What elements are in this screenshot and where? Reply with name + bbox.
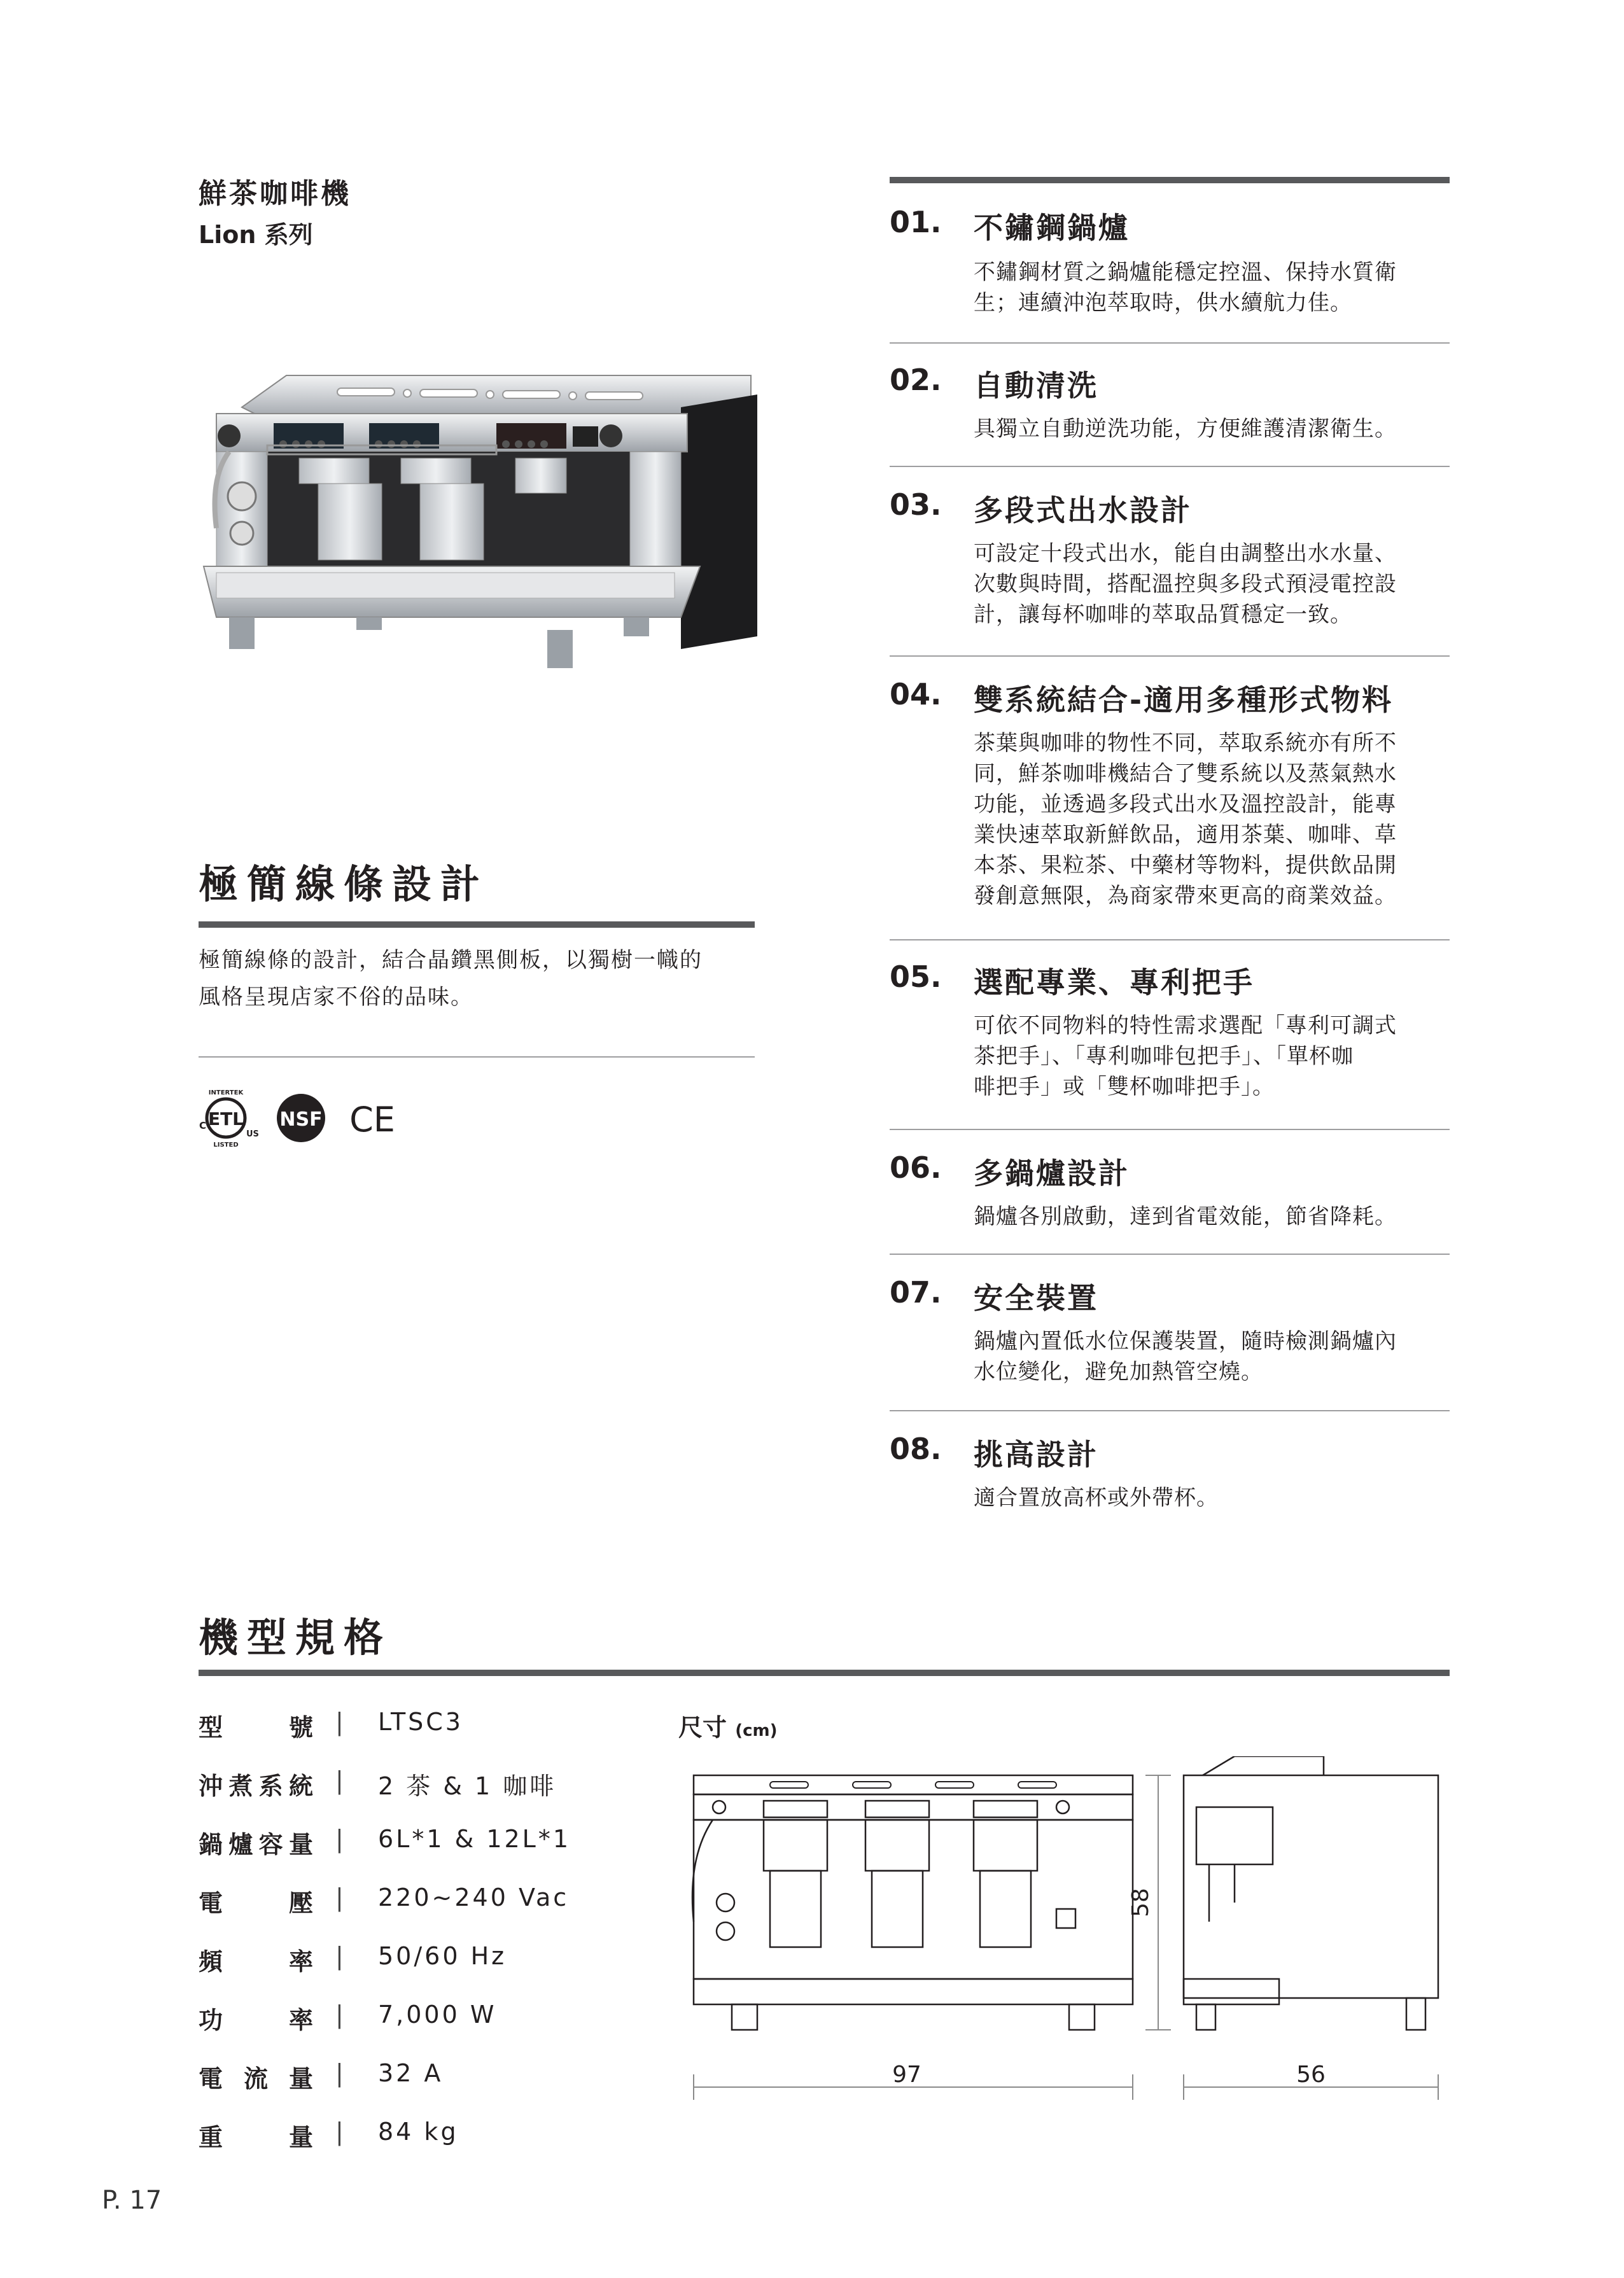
feature-title: 雙系統結合-適用多種形式物料 bbox=[974, 683, 1394, 717]
feature-line: 水位變化，避免加熱管空燒。 bbox=[974, 1359, 1263, 1385]
feature-divider bbox=[890, 939, 1450, 940]
feature-divider bbox=[890, 466, 1450, 467]
spec-value: 220~240 Vac bbox=[378, 1883, 570, 1911]
feature-description bbox=[974, 414, 1455, 444]
spec-label: 頻 率 bbox=[199, 1948, 316, 1976]
feature-line: 次數與時間，搭配溫控與多段式預浸電控設 bbox=[974, 571, 1397, 597]
feature-divider bbox=[890, 1410, 1450, 1411]
spec-label: 電 壓 bbox=[199, 1889, 316, 1917]
dimension-height-label: 58 bbox=[1128, 1888, 1154, 1917]
feature-line: 業快速萃取新鮮飲品，適用茶葉、咖啡、草 bbox=[974, 822, 1397, 848]
nsf-logo bbox=[272, 1083, 330, 1153]
feature-title: 選配專業、專利把手 bbox=[974, 965, 1254, 1000]
etl-canada-mark: C bbox=[199, 1120, 207, 1131]
feature-description bbox=[974, 538, 1455, 630]
feature-number: 05. bbox=[890, 960, 942, 994]
feature-divider bbox=[890, 342, 1450, 344]
feature-line: 鍋爐各別啟動，達到省電效能，節省降耗。 bbox=[974, 1204, 1397, 1229]
feature-divider bbox=[890, 1129, 1450, 1130]
design-heading-rule bbox=[199, 921, 755, 928]
feature-line: 生；連續沖泡萃取時，供水續航力佳。 bbox=[974, 290, 1352, 316]
design-text bbox=[199, 942, 703, 1016]
spec-label: 沖 煮 系 統 bbox=[199, 1772, 316, 1800]
spec-separator: | bbox=[335, 1708, 344, 1736]
page-number: P. 17 bbox=[102, 2186, 162, 2215]
feature-description bbox=[974, 1010, 1455, 1102]
specs-heading: 機型規格 bbox=[199, 1614, 393, 1661]
dimensions-unit: (cm) bbox=[735, 1721, 778, 1740]
spec-separator: | bbox=[335, 2059, 344, 2087]
design-divider bbox=[199, 1056, 755, 1058]
feature-line: 具獨立自動逆洗功能，方便維護清潔衛生。 bbox=[974, 416, 1397, 442]
feature-line: 功能，並透過多段式出水及溫控設計，能專 bbox=[974, 792, 1397, 817]
dimension-drawing bbox=[675, 1756, 1457, 2151]
feature-line: 啡把手」或「雙杯咖啡把手」。 bbox=[974, 1074, 1275, 1100]
etl-mark: ETL bbox=[207, 1108, 244, 1129]
spec-label: 型 號 bbox=[199, 1714, 316, 1742]
feature-number: 04. bbox=[890, 677, 942, 711]
spec-value: 84 kg bbox=[378, 2118, 459, 2146]
etl-arc-top: INTERTEK bbox=[208, 1089, 244, 1096]
design-text-line: 風格呈現店家不俗的品味。 bbox=[199, 984, 473, 1010]
feature-line: 鍋爐內置低水位保護裝置，隨時檢測鍋爐內 bbox=[974, 1329, 1397, 1354]
feature-line: 同，鮮茶咖啡機結合了雙系統以及蒸氣熱水 bbox=[974, 761, 1397, 786]
design-text-line: 極簡線條的設計，結合晶鑽黑側板，以獨樹一幟的 bbox=[199, 947, 703, 973]
feature-description bbox=[974, 1326, 1455, 1387]
product-title: 鮮茶咖啡機 bbox=[199, 178, 351, 210]
feature-title: 多鍋爐設計 bbox=[974, 1156, 1130, 1191]
feature-line: 茶葉與咖啡的物性不同，萃取系統亦有所不 bbox=[974, 730, 1397, 756]
feature-description bbox=[974, 1483, 1455, 1513]
feature-line: 適合置放高杯或外帶杯。 bbox=[974, 1485, 1219, 1511]
product-series: Lion 系列 bbox=[199, 221, 313, 249]
spec-separator: | bbox=[335, 1942, 344, 1970]
feature-title: 自動清洗 bbox=[974, 368, 1098, 403]
feature-line: 本茶、果粒茶、中藥材等物料，提供飲品開 bbox=[974, 853, 1397, 878]
spec-value: 2 茶 & 1 咖啡 bbox=[378, 1772, 557, 1800]
feature-description bbox=[974, 1201, 1455, 1232]
feature-line: 計，讓每杯咖啡的萃取品質穩定一致。 bbox=[974, 602, 1352, 627]
feature-line: 可依不同物料的特性需求選配「專利可調式 bbox=[974, 1013, 1397, 1038]
spec-separator: | bbox=[335, 2118, 344, 2146]
feature-title: 不鏽鋼鍋爐 bbox=[974, 211, 1130, 245]
feature-number: 06. bbox=[890, 1150, 942, 1185]
dimensions-title-text: 尺寸 bbox=[678, 1714, 727, 1742]
spec-label: 電 流 量 bbox=[199, 2065, 316, 2093]
spec-separator: | bbox=[335, 1825, 344, 1853]
design-heading: 極簡線條設計 bbox=[199, 861, 489, 907]
etl-us-mark: US bbox=[246, 1129, 259, 1139]
feature-description bbox=[974, 257, 1455, 318]
etl-listed-logo bbox=[191, 1083, 261, 1153]
etl-arc-bottom: LISTED bbox=[213, 1142, 239, 1149]
feature-number: 02. bbox=[890, 363, 942, 397]
spec-label: 重 量 bbox=[199, 2123, 316, 2151]
feature-divider bbox=[890, 655, 1450, 657]
feature-title: 挑高設計 bbox=[974, 1437, 1098, 1472]
coffee-machine-photo bbox=[191, 363, 776, 744]
feature-line: 發創意無限，為商家帶來更高的商業效益。 bbox=[974, 883, 1397, 909]
spec-separator: | bbox=[335, 2001, 344, 2029]
spec-value: LTSC3 bbox=[378, 1708, 463, 1736]
feature-number: 07. bbox=[890, 1275, 942, 1310]
feature-line: 可設定十段式出水，能自由調整出水水量、 bbox=[974, 541, 1397, 566]
ce-mark: CE bbox=[349, 1100, 395, 1140]
dimensions-title bbox=[678, 1708, 778, 1743]
spec-value: 32 A bbox=[378, 2059, 444, 2087]
specs-heading-rule bbox=[199, 1670, 1450, 1676]
spec-value: 50/60 Hz bbox=[378, 1942, 507, 1970]
spec-label: 鍋 爐 容 量 bbox=[199, 1831, 316, 1859]
feature-number: 01. bbox=[890, 205, 942, 239]
features-top-rule bbox=[890, 177, 1450, 183]
feature-title: 安全裝置 bbox=[974, 1281, 1098, 1315]
feature-line: 不鏽鋼材質之鍋爐能穩定控溫、保持水質衛 bbox=[974, 260, 1397, 285]
spec-value: 6L*1 & 12L*1 bbox=[378, 1825, 571, 1853]
dimension-depth-label: 56 bbox=[1296, 2062, 1326, 2088]
dimension-width-label: 97 bbox=[892, 2062, 921, 2088]
spec-separator: | bbox=[335, 1766, 344, 1794]
feature-divider bbox=[890, 1254, 1450, 1255]
nsf-mark: NSF bbox=[279, 1108, 323, 1131]
spec-separator: | bbox=[335, 1883, 344, 1911]
feature-number: 08. bbox=[890, 1432, 942, 1466]
ce-logo bbox=[344, 1083, 401, 1153]
feature-line: 茶把手」、「專利咖啡包把手」、「單杯咖 bbox=[974, 1044, 1354, 1069]
spec-value: 7,000 W bbox=[378, 2001, 497, 2029]
feature-description bbox=[974, 728, 1455, 911]
spec-label: 功 率 bbox=[199, 2006, 316, 2034]
feature-title: 多段式出水設計 bbox=[974, 493, 1192, 528]
feature-number: 03. bbox=[890, 487, 942, 522]
